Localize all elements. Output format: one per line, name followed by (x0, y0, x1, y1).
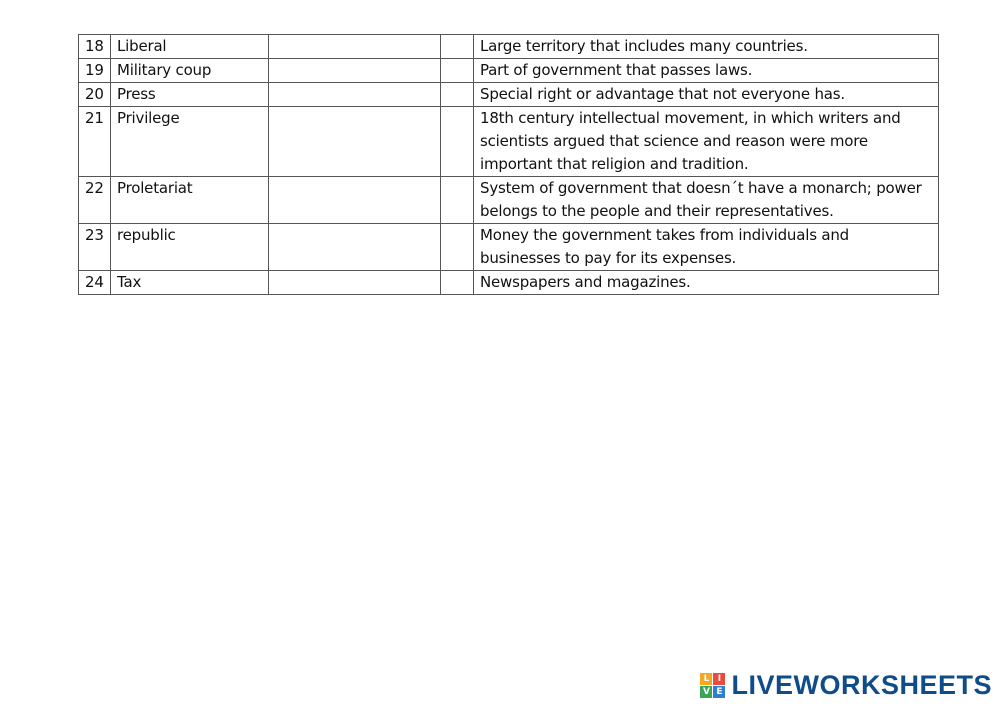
letter-input[interactable] (441, 59, 473, 81)
letter-cell[interactable] (441, 177, 474, 224)
definition: 18th century intellectual movement, in which writers and scientists argued that science and reason were more important that religion and tradition. (474, 107, 939, 177)
definition: System of government that doesn´t have a monarch; power belongs to the people and their representatives. (474, 177, 939, 224)
letter-input[interactable] (441, 35, 473, 57)
row-number: 20 (79, 83, 111, 107)
term: Press (111, 83, 269, 107)
matching-table (78, 34, 939, 295)
matching-table-body (79, 35, 939, 295)
liveworksheets-logo-icon (700, 673, 725, 698)
answer-input[interactable] (269, 83, 440, 105)
letter-cell[interactable] (441, 83, 474, 107)
term: Military coup (111, 59, 269, 83)
definition: Money the government takes from individuals and businesses to pay for its expenses. (474, 224, 939, 271)
table-row (79, 59, 939, 83)
answer-cell[interactable] (269, 177, 441, 224)
row-number: 22 (79, 177, 111, 224)
row-number: 19 (79, 59, 111, 83)
answer-cell[interactable] (269, 271, 441, 295)
answer-cell[interactable] (269, 107, 441, 177)
letter-cell[interactable] (441, 271, 474, 295)
answer-input[interactable] (269, 35, 440, 57)
term: republic (111, 224, 269, 271)
row-number: 23 (79, 224, 111, 271)
answer-cell[interactable] (269, 224, 441, 271)
letter-cell[interactable] (441, 59, 474, 83)
answer-input[interactable] (269, 107, 440, 129)
letter-input[interactable] (441, 271, 473, 293)
definition: Special right or advantage that not everyone has. (474, 83, 939, 107)
answer-input[interactable] (269, 271, 440, 293)
table-row (79, 177, 939, 224)
logo-letter: L (700, 673, 712, 685)
letter-input[interactable] (441, 107, 473, 129)
letter-cell[interactable] (441, 35, 474, 59)
table-row (79, 35, 939, 59)
logo-letter: E (713, 686, 725, 698)
term: Privilege (111, 107, 269, 177)
liveworksheets-brand[interactable] (700, 670, 992, 701)
answer-cell[interactable] (269, 59, 441, 83)
row-number: 21 (79, 107, 111, 177)
table-row (79, 271, 939, 295)
letter-input[interactable] (441, 224, 473, 246)
logo-letter: I (713, 673, 725, 685)
answer-input[interactable] (269, 59, 440, 81)
answer-input[interactable] (269, 224, 440, 246)
definition: Part of government that passes laws. (474, 59, 939, 83)
letter-cell[interactable] (441, 224, 474, 271)
answer-cell[interactable] (269, 83, 441, 107)
row-number: 24 (79, 271, 111, 295)
letter-cell[interactable] (441, 107, 474, 177)
logo-letter: V (700, 686, 712, 698)
row-number: 18 (79, 35, 111, 59)
table-row (79, 224, 939, 271)
table-row (79, 107, 939, 177)
brand-name: LIVEWORKSHEETS (731, 670, 992, 700)
definition: Newspapers and magazines. (474, 271, 939, 295)
term: Tax (111, 271, 269, 295)
table-row (79, 83, 939, 107)
answer-input[interactable] (269, 177, 440, 199)
term: Proletariat (111, 177, 269, 224)
letter-input[interactable] (441, 177, 473, 199)
term: Liberal (111, 35, 269, 59)
answer-cell[interactable] (269, 35, 441, 59)
letter-input[interactable] (441, 83, 473, 105)
definition: Large territory that includes many countries. (474, 35, 939, 59)
